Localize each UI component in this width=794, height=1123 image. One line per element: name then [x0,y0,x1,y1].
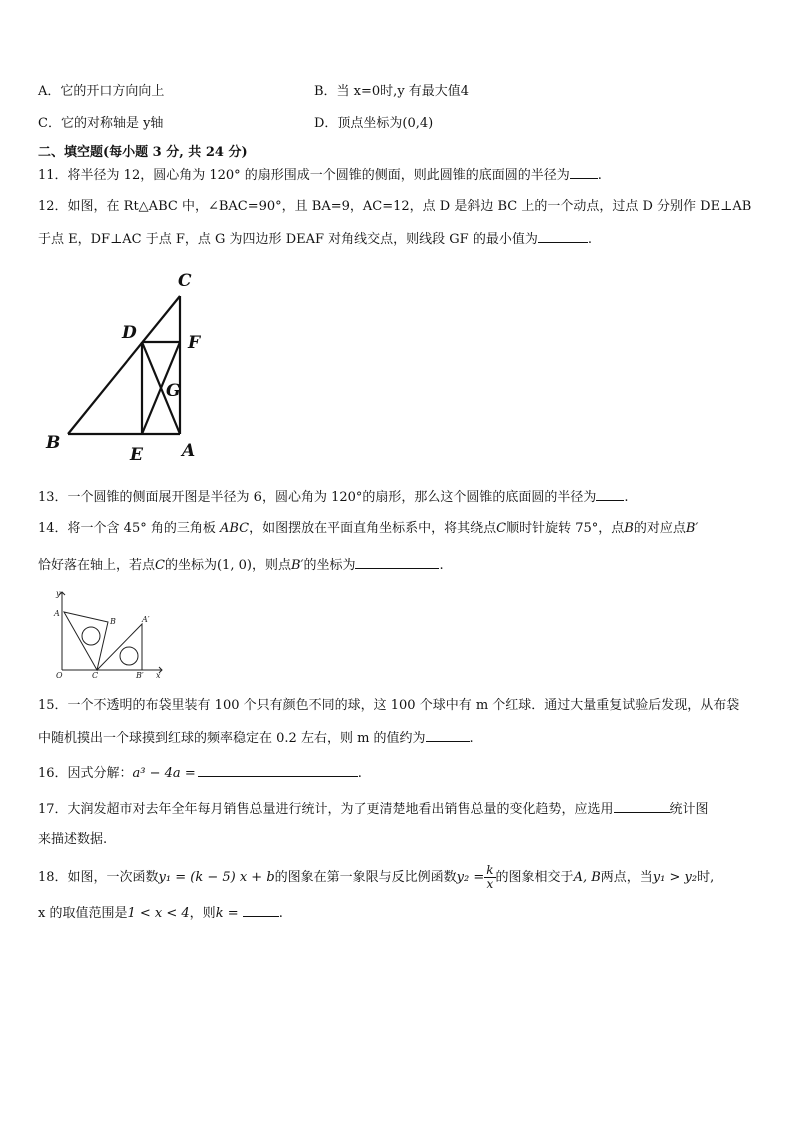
q17-line2: 来描述数据. [38,832,108,847]
option-c: C．它的对称轴是 y轴 [38,116,164,131]
answer-blank [570,166,598,179]
question-14-line1 [38,520,698,538]
q18-math: A, B [573,870,601,885]
q17-text: 统计图 [669,802,709,817]
q14-text: 的坐标为 [164,558,217,573]
label-a: A [54,609,60,618]
period: . [587,232,592,247]
label-c: C [92,671,99,680]
label-b-prime: B′ [136,671,144,680]
q18-text: ，则 [189,906,216,921]
question-18-line1 [38,864,714,892]
label-y: y [56,589,61,598]
question-17-line1 [38,800,709,819]
coordinate-figure [50,586,170,680]
question-13 [38,488,629,507]
label-g: G [166,381,181,401]
q14-text: ，如图摆放在平面直角坐标系中，将其绕点 [249,521,497,536]
question-14-line2 [38,556,444,575]
q18-text: 的图象相交于 [495,870,574,885]
q14-text: 14．将一个含 45° 角的三角板 [38,521,220,536]
label-b: B [110,617,116,626]
q18-text: = [223,906,243,921]
q14-text: ，则点 [251,558,291,573]
option-d: D．顶点坐标为(0,4) [314,116,434,131]
label-a: A [182,441,196,461]
label-o: O [56,671,63,680]
fraction-numerator: k [486,863,494,877]
q16-expr: a³ − 4a = [132,766,196,781]
label-d: D [122,323,137,343]
q18-text: 两点，当 [600,870,653,885]
q15-line1: 15．一个不透明的布袋里装有 100 个只有颜色不同的球，这 100 个球中有 m 个红球．通过大量重复试验后发现，从布袋 [38,698,740,713]
label-a-prime: A′ [142,615,150,624]
option-a: A．它的开口方向向上 [38,84,165,99]
label-x: x [156,671,161,680]
q14-text: 的坐标为 [303,558,356,573]
answer-blank [538,230,588,243]
q18-math: y₁ > y₂ [652,870,698,885]
q16-text: 16．因式分解： [38,766,133,781]
q18-math: 1 < x < 4 [127,906,190,921]
label-c: C [178,271,192,291]
question-16 [38,764,362,783]
q12-line2: 于点 E，DF⊥AC 于点 F，点 G 为四边形 DEAF 对角线交点，则线段 GF 的最小值为 [38,232,538,247]
option-b: B．当 x=0时,y 有最大值4 [314,84,470,99]
q14-math: ABC [219,521,250,536]
q18-math: y₁ = (k − 5) x + b [158,870,275,885]
inscribed-circle [82,627,100,645]
triangle-figure [38,266,218,466]
label-f: F [188,333,201,353]
period: . [357,766,362,781]
segment-bc [68,296,180,434]
q18-math: k [215,906,224,921]
inscribed-circle-rotated [120,647,138,665]
answer-blank [243,904,279,917]
question-18-line2 [38,904,283,923]
answer-blank [355,556,439,569]
q12-line1: 12．如图，在 Rt△ABC 中，∠BAC=90°，且 BA=9，AC=12，点 D 是斜边 BC 上的一个动点，过点 D 分别作 DE⊥AB [38,199,752,214]
q18-text: x 的取值范围是 [38,906,128,921]
q18-text: 时, [697,870,715,885]
q18-math: y₂ = [456,870,485,885]
triangle-abc [64,612,108,670]
q17-text: 17．大润发超市对去年全年每月销售总量进行统计，为了更清楚地看出销售总量的变化趋势，应选用 [38,802,614,817]
fraction-k-over-x [484,864,495,891]
period: . [439,558,444,573]
q14-math: B [624,521,634,536]
q11-text: 11．将半径为 12，圆心角为 120° 的扇形围成一个圆锥的侧面，则此圆锥的底面圆的半径为 [38,168,570,183]
answer-blank [426,729,470,742]
answer-blank [596,488,624,501]
section-title: 二、填空题(每小题 3 分, 共 24 分) [38,145,248,160]
q14-math: C [155,558,165,573]
answer-blank [198,764,358,777]
q18-text: 的图象在第一象限与反比例函数 [274,870,457,885]
q14-math: C [496,521,507,536]
q14-math: (1, 0) [216,558,252,573]
period: . [278,906,283,921]
period: . [597,168,602,183]
q14-text: 的对应点 [633,521,686,536]
q18-text: 18．如图，一次函数 [38,870,159,885]
question-11 [38,166,602,185]
answer-blank [614,800,670,813]
q14-text: 恰好落在轴上，若点 [38,558,156,573]
q14-text: 顺时针旋转 75°，点 [506,521,625,536]
label-e: E [130,445,143,465]
period: . [624,490,629,505]
q14-math: B′ [290,558,304,573]
question-12-line2 [38,230,592,249]
q15-line2: 中随机摸出一个球摸到红球的频率稳定在 0.2 左右，则 m 的值约为 [38,731,426,746]
period: . [469,731,474,746]
fraction-denominator: x [486,877,494,891]
q14-math: B′ [685,521,699,536]
label-b: B [46,433,61,453]
question-15-line2 [38,729,474,748]
q13-text: 13．一个圆锥的侧面展开图是半径为 6，圆心角为 120°的扇形，那么这个圆锥的底面圆的半径为 [38,490,597,505]
